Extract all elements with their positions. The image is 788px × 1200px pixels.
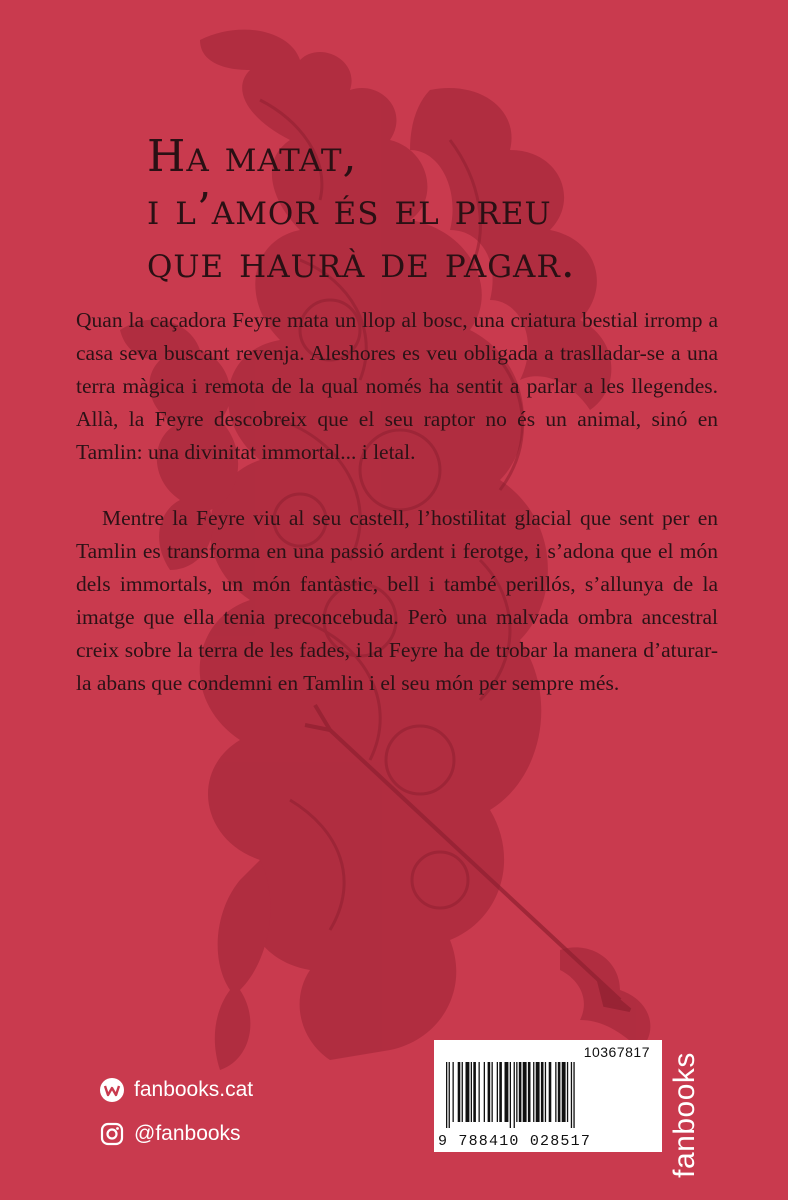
barcode-bar <box>541 1062 544 1122</box>
publisher-logo <box>664 1040 706 1190</box>
barcode-bar <box>446 1062 447 1128</box>
blurb-paragraph-1: Quan la caçadora Feyre mata un llop al bosc, una criatura bestial irromp a casa seva buscant revenja. Aleshores es veu obligada a traslladar-se a una terra màgica i remota de la qual només ha sentit a parlar a les llegendes. Allà, la Feyre descobreix que el seu raptor no és un animal, sinó en Tamlin: una divinitat immortal... i letal. <box>76 308 718 464</box>
tagline-line-3: que haurà de pagar. <box>147 237 576 288</box>
website-text: fanbooks.cat <box>134 1078 254 1101</box>
barcode-bar <box>514 1062 515 1128</box>
social-links <box>100 1074 253 1162</box>
barcode-bar <box>458 1062 461 1122</box>
tagline-line-1: Ha matat, <box>147 131 358 182</box>
barcode <box>434 1040 662 1152</box>
instagram-text: @fanbooks <box>134 1122 241 1145</box>
barcode-bar <box>571 1062 572 1128</box>
barcode-bar <box>479 1062 480 1122</box>
barcode-bar <box>519 1062 522 1122</box>
instagram-link[interactable] <box>100 1118 253 1150</box>
barcode-bar <box>499 1062 502 1122</box>
barcode-bar <box>462 1062 463 1122</box>
barcode-bar <box>562 1062 566 1122</box>
barcode-bar <box>497 1062 498 1122</box>
barcode-bar <box>471 1062 472 1122</box>
barcode-bar <box>516 1062 517 1122</box>
publisher-name: fanbooks <box>668 1052 701 1178</box>
barcode-bar <box>536 1062 540 1122</box>
barcode-bar <box>555 1062 556 1122</box>
barcode-top-code: 10367817 <box>583 1044 650 1060</box>
barcode-bar <box>473 1062 476 1122</box>
barcode-bar <box>567 1062 568 1122</box>
barcode-bar <box>528 1062 531 1122</box>
barcode-bar <box>466 1062 470 1122</box>
barcode-bar <box>558 1062 561 1122</box>
isbn-digits: 9 788410 028517 <box>438 1133 592 1150</box>
barcode-bar <box>545 1062 546 1122</box>
barcode-bar <box>488 1062 491 1122</box>
website-link[interactable] <box>100 1074 253 1106</box>
blurb-paragraph-2: Mentre la Feyre viu al seu castell, l’hostilitat glacial que sent per en Tamlin es transforma en una passió ardent i ferotge, i s’adona que el món dels immortals, un món fantàstic, bell i també perillós, s’allunya de la imatge que ella tenia preconcebuda. Però una malvada ombra ancestral creix sobre la terra de les fades, i la Feyre ha de trobar la manera d’aturar-la abans que condemni en Tamlin i el seu món per sempre més. <box>76 506 718 695</box>
tagline <box>147 130 707 289</box>
instagram-icon <box>100 1122 124 1146</box>
barcode-bar <box>492 1062 493 1122</box>
barcode-bar <box>573 1062 574 1128</box>
tagline-line-2: i l’amor és el preu <box>147 184 552 235</box>
barcode-bar <box>449 1062 450 1128</box>
barcode-bar <box>523 1062 527 1122</box>
blurb <box>76 304 718 700</box>
barcode-bar <box>510 1062 511 1128</box>
barcode-bar <box>549 1062 552 1122</box>
barcode-bar <box>453 1062 454 1122</box>
w-logo-icon <box>100 1078 124 1102</box>
barcode-bar <box>484 1062 485 1122</box>
barcode-bars <box>444 1062 652 1128</box>
barcode-bar <box>505 1062 509 1122</box>
barcode-bar <box>533 1062 534 1122</box>
